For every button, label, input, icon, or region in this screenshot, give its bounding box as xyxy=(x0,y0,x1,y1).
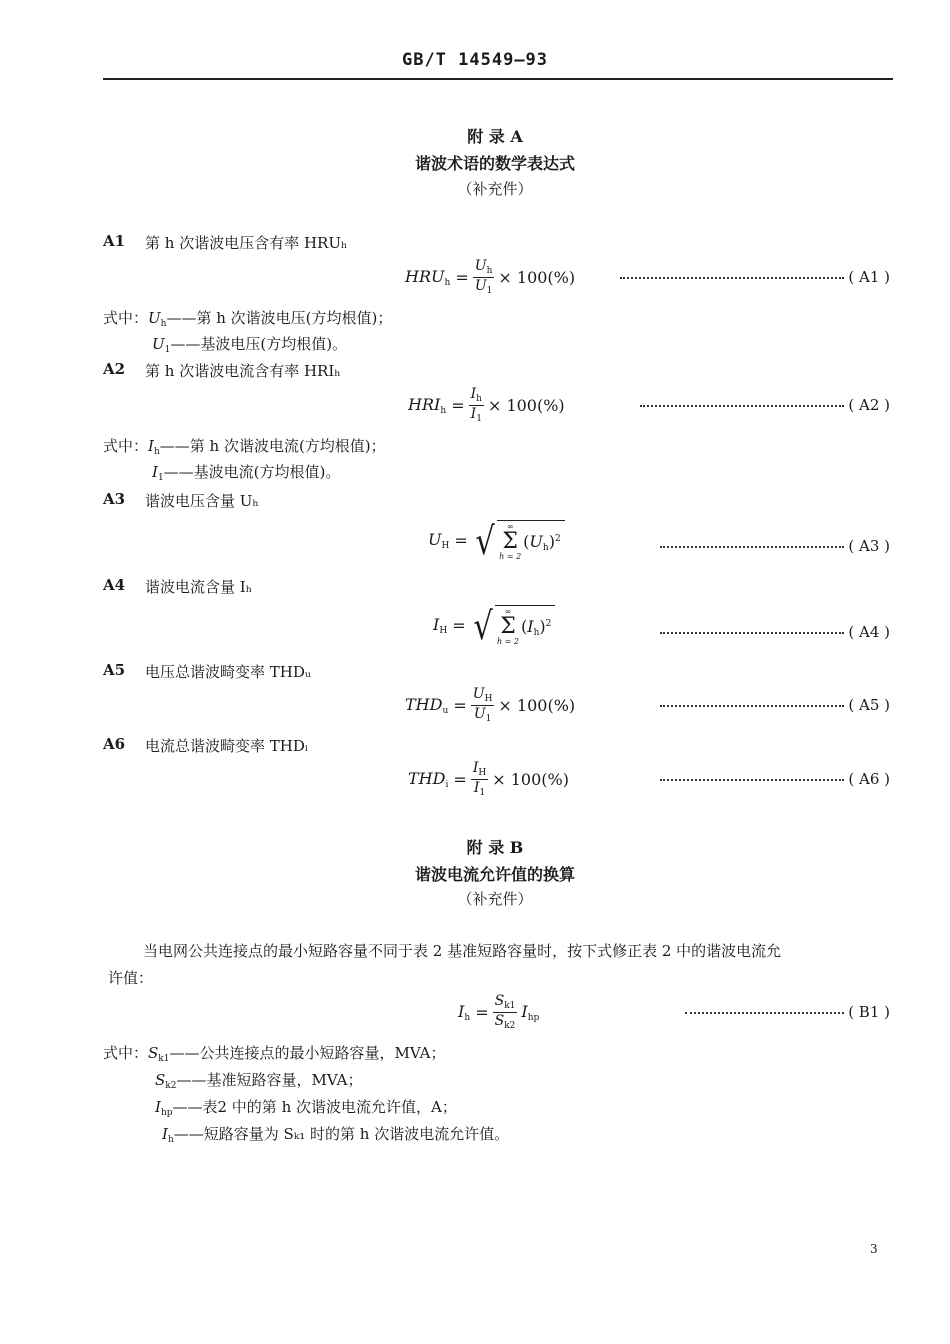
item-a4-number: A4 xyxy=(103,576,126,594)
where-b1-line-1: 式中：$S_{k1}——$公共连接点的最小短路容量，MVA； xyxy=(103,1044,446,1064)
item-a3-title: 谐波电压含量 Uₕ xyxy=(145,492,259,510)
annex-b-title: 谐波电流允许值的换算 xyxy=(414,865,575,884)
formula-a1: $HRU_h$ = $\frac{U_h}{U_1}$ × 100(%) xyxy=(405,258,576,296)
where-a1-line-1: 式中：$U_h——$第 h 次谐波电压(方均根值)； xyxy=(103,309,393,329)
item-a5-title: 电压总谐波畸变率 THDᵤ xyxy=(145,663,311,681)
ref-a1: ( A1 ) xyxy=(620,268,890,286)
item-a3-number: A3 xyxy=(103,490,126,508)
times-100: × 100(%) xyxy=(498,268,576,287)
standard-code-header: GB/T 14549—93 xyxy=(401,50,549,70)
ref-a4: ( A4 ) xyxy=(660,623,890,641)
where-b1-line-2: $S_{k2}——$基准短路容量，MVA； xyxy=(155,1071,363,1091)
ref-a5: ( A5 ) xyxy=(660,696,890,714)
annex-b-label: 附 录 B xyxy=(466,838,524,857)
item-a1-title: 第 h 次谐波电压含有率 HRUₕ xyxy=(145,234,348,252)
item-a6-number: A6 xyxy=(103,735,126,753)
annex-a-note: （补充件） xyxy=(457,180,533,198)
ref-a3: ( A3 ) xyxy=(660,537,890,555)
ref-b1: ( B1 ) xyxy=(685,1003,890,1021)
formula-a6: $THD_i$ = $\frac{I_H}{I_1}$ × 100(%) xyxy=(408,760,569,798)
annex-a-label: 附 录 A xyxy=(467,127,523,146)
annex-b-paragraph-line-2: 许值： xyxy=(108,969,154,987)
where-b1-line-3: $I_{hp}——$表2 中的第 h 次谐波电流允许值，A； xyxy=(155,1098,457,1118)
item-a2-number: A2 xyxy=(103,360,126,378)
where-a2-line-2: $I_1——$基波电流(方均根值)。 xyxy=(152,463,341,483)
page-number: 3 xyxy=(870,1242,878,1256)
annex-a-title: 谐波术语的数学表达式 xyxy=(414,154,575,173)
where-b1-line-4: $I_h——$短路容量为 Sₖ₁ 时的第 h 次谐波电流允许值。 xyxy=(162,1125,510,1145)
ref-a6: ( A6 ) xyxy=(660,770,890,788)
annex-b-note: （补充件） xyxy=(457,890,533,908)
annex-b-paragraph-line-1: 当电网公共连接点的最小短路容量不同于表 2 基准短路容量时，按下式修正表 2 中的谐波电流允 xyxy=(143,942,782,960)
formula-a5: $THD_u$ = $\frac{U_H}{U_1}$ × 100(%) xyxy=(405,686,576,724)
item-a6-title: 电流总谐波畸变率 THDᵢ xyxy=(145,737,308,755)
formula-a2: $HRI_h$ = $\frac{I_h}{I_1}$ × 100(%) xyxy=(408,386,565,424)
formula-b1: $I_h$ = $\frac{S_{k1}}{S_{k2}}$ $I_{hp}$ xyxy=(458,993,540,1031)
where-a1-line-2: $U_1——$基波电压(方均根值)。 xyxy=(152,335,348,355)
formula-a3: $U_H$ = √ ∞ Σ h = 2 $(U_h)^2$ xyxy=(428,520,565,561)
item-a2-title: 第 h 次谐波电流含有率 HRIₕ xyxy=(145,362,341,380)
item-a1-number: A1 xyxy=(103,232,126,250)
header-rule xyxy=(103,78,893,80)
ref-a2: ( A2 ) xyxy=(620,396,890,414)
item-a4-title: 谐波电流含量 Iₕ xyxy=(145,578,253,596)
where-a2-line-1: 式中：$I_h——$第 h 次谐波电流(方均根值)； xyxy=(103,437,386,457)
item-a5-number: A5 xyxy=(103,661,126,679)
formula-a4: $I_H$ = √ ∞ Σ h = 2 $(I_h)^2$ xyxy=(433,605,555,646)
